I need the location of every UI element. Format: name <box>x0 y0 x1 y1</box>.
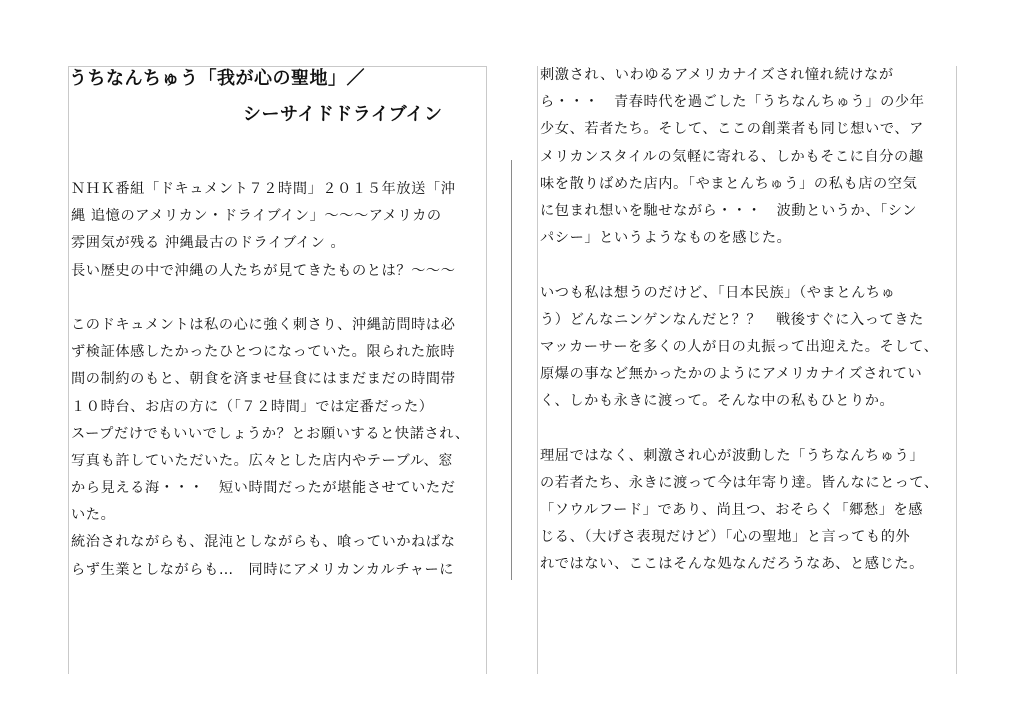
text-line: ず検証体感したかったひとつになっていた。限られた旅時 <box>71 344 456 361</box>
text-line: いつも私は想うのだけど、「日本民族」（やまとんちゅ <box>540 284 896 301</box>
paragraph-gap <box>71 285 485 312</box>
text-line: に包まれ想いを馳せながら・・・ 波動というか、「シン <box>540 202 918 219</box>
text-line: １０時台、お店の方に（「７２時間」では定番だった） <box>71 398 434 415</box>
paragraph-gap <box>540 252 956 279</box>
right-body-text <box>540 66 956 579</box>
text-line: 長い歴史の中で沖縄の人たちが見てきたものとは？〜〜〜 <box>71 262 456 279</box>
center-divider <box>511 160 512 580</box>
text-line: 写真も許していただいた。広々とした店内やテーブル、窓 <box>71 452 454 469</box>
text-line: 統治されながらも、混沌としながらも、喰っていかねばな <box>71 534 456 551</box>
text-line: 刺激され、いわゆるアメリカナイズされ憧れ続けなが <box>540 67 894 83</box>
text-line: から見える海・・・ 短い時間だったが堪能させていただ <box>71 480 456 497</box>
title-line-1: うちなんちゅう「我が心の聖地」／ <box>69 68 365 89</box>
text-line: く、しかも永きに渡って。そんな中の私もひとりか。 <box>540 393 895 410</box>
text-line: 少女、若者たち。そして、ここの創業者も同じ想いで、ア <box>540 121 924 138</box>
text-line: らず生業としながらも… 同時にアメリカンカルチャーに <box>71 561 455 578</box>
text-line: じる、（大げさ表現だけど）「心の聖地」と言っても的外 <box>540 529 911 546</box>
right-page <box>537 66 957 674</box>
text-line: ら・・・ 青春時代を過ごした「うちなんちゅう」の少年 <box>540 94 925 111</box>
paragraph-gap <box>540 415 956 442</box>
text-line: ＮＨＫ番組「ドキュメント７２時間」２０１５年放送「沖 <box>71 181 456 197</box>
text-line: このドキュメントは私の心に強く刺さり、沖縄訪問時は必 <box>71 316 456 333</box>
left-page <box>68 66 487 674</box>
text-line: 雰囲気が残る 沖縄最古のドライブイン 。 <box>71 235 346 252</box>
text-line: 理屈ではなく、刺激され心が波動した「うちなんちゅう」 <box>540 447 925 464</box>
text-line: スープだけでもいいでしょうか？とお願いすると快諾され、 <box>71 425 470 442</box>
text-line: の若者たち、永きに渡って今は年寄り達。皆んなにとって、 <box>540 474 939 491</box>
text-line: メリカンスタイルの気軽に寄れる、しかもそこに自分の趣 <box>540 148 924 165</box>
text-line: いた。 <box>71 507 116 524</box>
text-line: 間の制約のもと、朝食を済ませ昼食にはまだまだの時間帯 <box>71 371 456 388</box>
left-body-text <box>71 176 485 584</box>
text-line: 味を散りばめた店内。「やまとんちゅう」の私も店の空気 <box>540 175 918 192</box>
text-line: マッカーサーを多くの人が日の丸振って出迎えた。そして、 <box>540 338 939 355</box>
title-line-2: シーサイドドライブイン <box>243 104 443 125</box>
text-line: 原爆の事など無かったかのようにアメリカナイズされてい <box>540 366 923 383</box>
text-line: れではない、ここはそんな処なんだろうなあ、と感じた。 <box>540 556 924 573</box>
text-line: 「ソウルフード」であり、尚且つ、おそらく「郷愁」を感 <box>540 502 924 518</box>
text-line: 縄 追憶のアメリカン・ドライブイン」〜〜〜アメリカの <box>71 208 442 225</box>
text-line: パシー」というようなものを感じた。 <box>540 230 792 247</box>
text-line: う）どんなニンゲンなんだと？？ 戦後すぐに入ってきた <box>540 311 924 328</box>
